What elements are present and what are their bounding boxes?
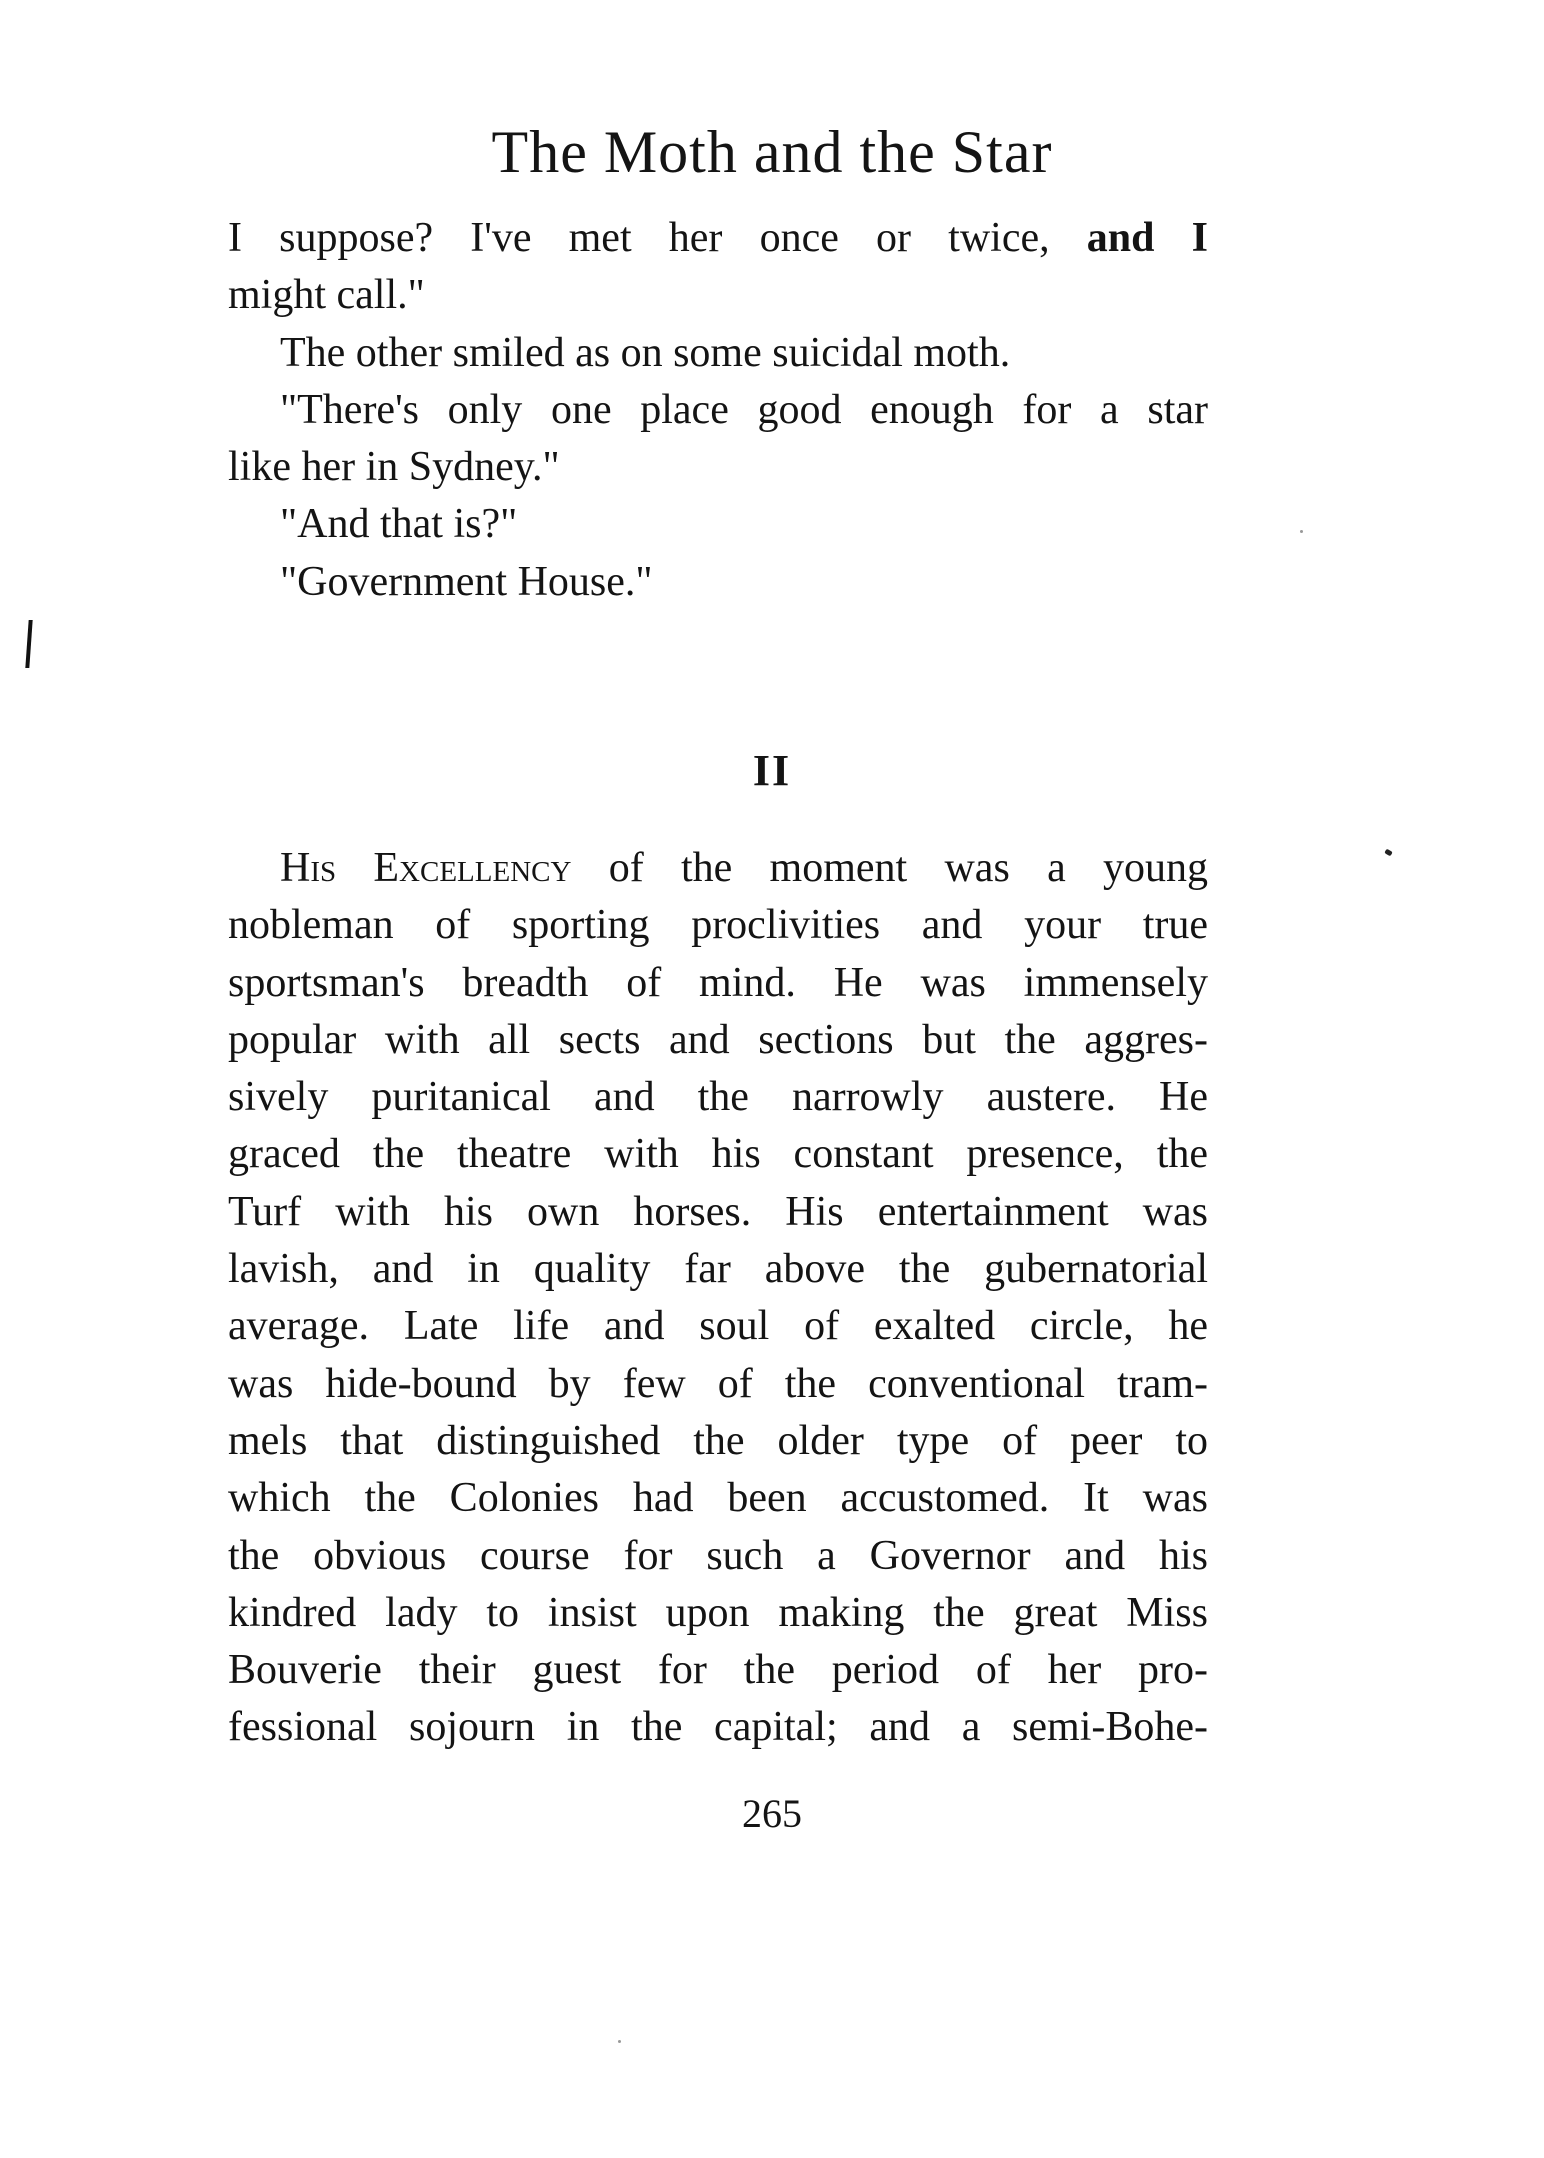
- line1-text: I suppose? I've met her once or twice,: [228, 215, 1087, 261]
- text-line-2: might call.": [228, 272, 425, 319]
- paragraph-line: sportsman's breadth of mind. He was immensely: [228, 959, 1208, 1006]
- text-line-7: "Government House.": [280, 558, 653, 605]
- paragraph-line-1: [228, 840, 1208, 897]
- text-line-1: [228, 210, 1208, 267]
- page-number: 265: [742, 1791, 802, 1836]
- paragraph-line: average. Late life and soul of exalted circle, he: [228, 1303, 1208, 1350]
- paragraph-line: graced the theatre with his constant presence, the: [228, 1131, 1208, 1178]
- section-heading: II: [752, 746, 792, 795]
- text-line-5: like her in Sydney.": [228, 444, 560, 491]
- margin-mark: [25, 620, 32, 668]
- paragraph-line: which the Colonies had been accustomed. It was: [228, 1475, 1208, 1522]
- paragraph-line: sively puritanical and the narrowly austere. He: [228, 1074, 1208, 1121]
- paragraph-line: kindred lady to insist upon making the great Miss: [228, 1589, 1208, 1636]
- ink-speck: [1384, 849, 1393, 857]
- paragraph-line: mels that distinguished the older type of peer to: [228, 1417, 1208, 1464]
- paragraph-line: Turf with his own horses. His entertainment was: [228, 1188, 1208, 1235]
- line1-bold-text: and I: [1086, 215, 1209, 261]
- paragraph-line: was hide-bound by few of the conventional tram-: [228, 1360, 1208, 1407]
- paper-speck: [618, 2040, 621, 2043]
- paragraph-line: the obvious course for such a Governor and his: [228, 1532, 1208, 1579]
- lead-rest: of the moment was a young: [571, 845, 1208, 891]
- paragraph-line: fessional sojourn in the capital; and a semi-Bohe-: [228, 1704, 1208, 1751]
- text-line-3: The other smiled as on some suicidal moth.: [280, 329, 1011, 376]
- text-line-4: "There's only one place good enough for a star: [280, 386, 1208, 433]
- paragraph-line: Bouverie their guest for the period of her pro-: [228, 1647, 1208, 1694]
- lead-small-caps: His Excellency: [280, 845, 572, 891]
- top-passage: [228, 210, 1208, 611]
- paragraph-line: lavish, and in quality far above the gubernatorial: [228, 1246, 1208, 1293]
- body-paragraph: [228, 840, 1208, 1757]
- running-title: The Moth and the Star: [491, 119, 1053, 185]
- paper-speck: [1300, 530, 1303, 533]
- text-line-6: "And that is?": [280, 501, 518, 548]
- paragraph-line: nobleman of sporting proclivities and your true: [228, 902, 1208, 949]
- paragraph-line: popular with all sects and sections but the aggres-: [228, 1016, 1208, 1063]
